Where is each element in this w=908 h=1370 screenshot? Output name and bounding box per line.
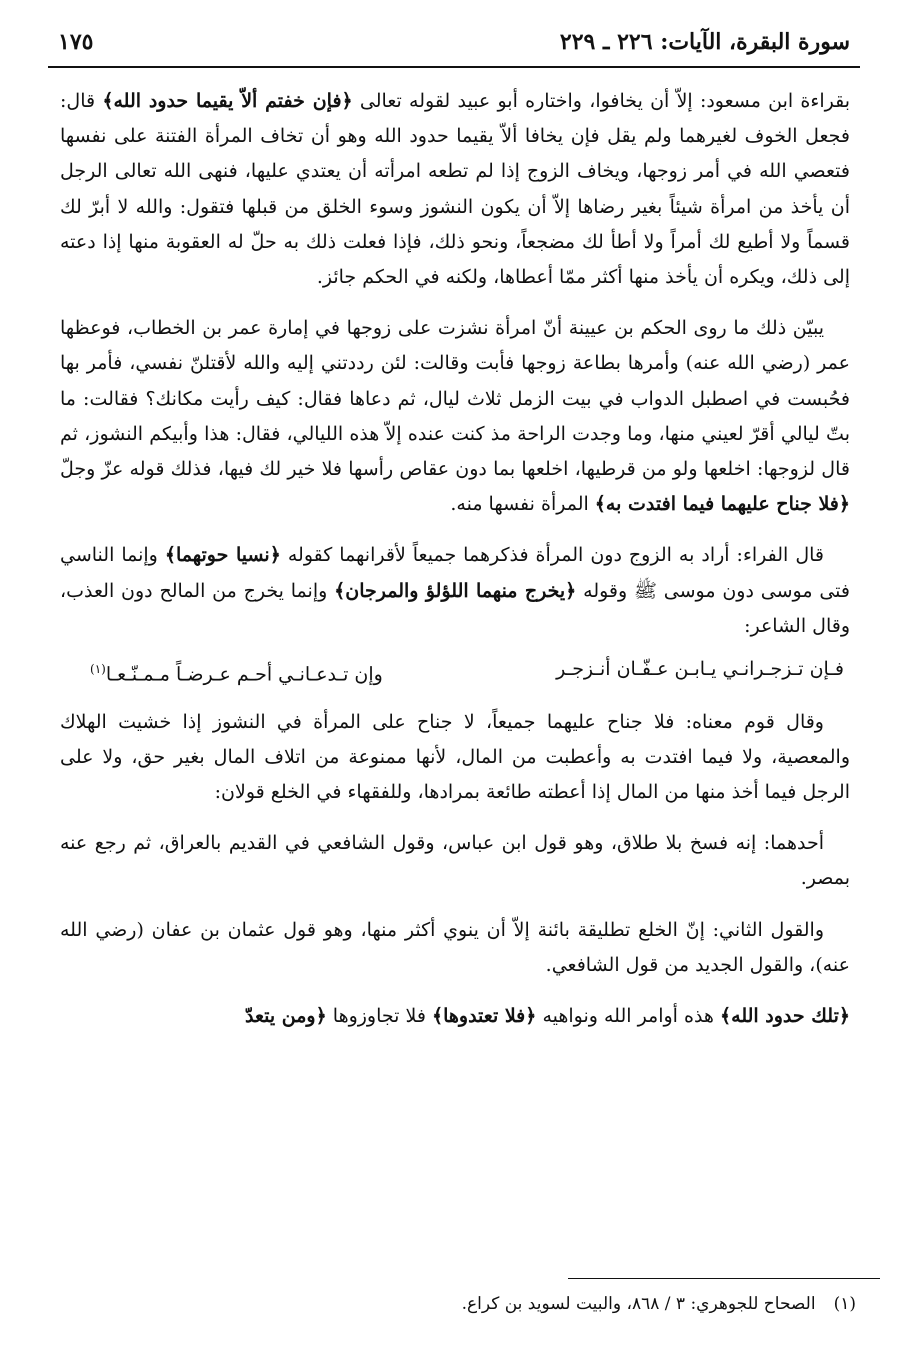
paragraph-1	[60, 84, 850, 295]
poem-verse	[60, 652, 850, 693]
quran-verse: ﴿فلا تعتدوها﴾	[431, 1005, 537, 1027]
text-span: وإن تـدعـانـي أحـم عـرضـاً مـمـنّـعـا	[105, 663, 383, 686]
page-header	[58, 22, 850, 62]
quran-verse: ﴿فإن خفتم ألاّ يقيما حدود الله﴾	[102, 90, 353, 112]
footnote-reference: (١)	[90, 662, 106, 677]
quran-verse: ﴿نسيا حوتهما﴾	[164, 544, 281, 567]
header-divider	[48, 66, 860, 68]
text-span: هذه أوامر الله ونواهيه	[536, 1005, 720, 1027]
paragraph-5: أحدهما: إنه فسخ بلا طلاق، وهو قول ابن عباس، وقول الشافعي في القديم بالعراق، ثم رجع عنه بمصر.	[60, 832, 850, 890]
quran-verse: ﴿ومن يتعدّ	[245, 1005, 327, 1027]
paragraph-6: والقول الثاني: إنّ الخلع تطليقة بائنة إلاّ أن ينوي أكثر منها، وهو قول عثمان بن عفان (رضي الله عنه)، والقول الجديد من قول الشافعي.	[60, 918, 850, 976]
paragraph-7	[60, 999, 850, 1034]
poem-first-hemistich: فـإن تـزجـرانـي يـابـن عـفّـان أنـزجـر	[556, 658, 844, 681]
quran-verse: ﴿فلا جناح عليهما فيما افتدت به﴾	[594, 493, 850, 516]
paragraph-2	[60, 311, 850, 522]
text-span: فلا تجاوزوها	[326, 1005, 432, 1027]
text-span: المرأة نفسها منه.	[450, 493, 595, 516]
footnotes	[60, 1290, 856, 1318]
quran-verse: ﴿تلك حدود الله﴾	[720, 1005, 850, 1027]
text-span: قال: فجعل الخوف لغيرهما ولم يقل فإن يخافا ألاّ يقيما حدود الله وهو أن تخاف المرأة الفتنة على نفسها فتعصي الله في أمر زوجها، ويخاف الزوج إذا لم تطعه امرأته أن يعتدي عليها، فنهى الله تعالى الرجل أن يأخذ من امرأة شيئاً بغير رضاها إلاّ أن يكون النشوز وسوء الخلق من قبلها فتقول: والله لا أبرّ لك قسماً ولا أطيع لك أمراً ولا أطأ لك مضجعاً، ونحو ذلك، فإذا فعلت ذلك به حلّ له العقوبة منها إذا دعته إلى ذلك، ويكره أن يأخذ منها أكثر ممّا أعطاها، ولكنه في الحكم جائز.	[60, 90, 850, 289]
footnote	[60, 1290, 856, 1318]
quran-verse: ﴿يخرج منهما اللؤلؤ والمرجان﴾	[334, 579, 577, 602]
poem-second-hemistich	[90, 652, 383, 693]
footnote-text: الصحاح للجوهري: ٣ / ٨٦٨، والبيت لسويد بن كراع.	[461, 1294, 816, 1314]
text-span: يبيّن ذلك ما روى الحكم بن عيينة أنّ امرأة نشزت على زوجها في إمارة عمر بن الخطاب، فوعظها عمر (رضي الله عنه) وأمرها بطاعة زوجها فأبت وقالت: لئن رددتني إليه والله لأقتلنّ نفسي، فأمر بها فحُبست في اصطبل الدواب في بيت الزمل ثلاث ليال، ثم دعاها فقال: كيف رأيت مكانك؟ فقالت: ما بتّ ليالي أقرّ لعيني منها، وما وجدت الراحة مذ كنت عنده إلاّ هذه الليالي، فقال: هذا وأبيكم النشوز، ثم قال لزوجها: اخلعها ولو من قرطيها، اخلعها بما دون عقاص رأسها فلا خير لك فيها، فذلك قوله عزّ وجلّ	[60, 317, 850, 481]
footnote-divider	[568, 1278, 880, 1279]
text-span: وإنما يخرج من المالح دون العذب، وقال الشاعر:	[60, 579, 850, 637]
text-span: وإنما الناسي فتى موسى دون موسى ﷺ وقوله	[60, 544, 850, 602]
running-title: سورة البقرة، الآيات: ٢٢٦ ـ ٢٢٩	[559, 29, 850, 55]
paragraph-4: وقال قوم معناه: فلا جناح عليهما جميعاً، لا جناح على المرأة في النشوز إذا خشيت الهلاك والمعصية، ولا فيما افتدت به وأعطبت من المال، لأنها ممنوعة من اتلاف المال بغير حق، ولا على الرجل فيما أخذ منها من المال إذا أعطته طائعة بمرادها، وللفقهاء في الخلع قولان:	[60, 710, 850, 803]
text-span: بقراءة ابن مسعود: إلاّ أن يخافوا، واختاره أبو عبيد لقوله تعالى	[352, 90, 850, 112]
paragraph-3	[60, 538, 850, 644]
text-span: قال الفراء: أراد به الزوج دون المرأة فذكرهما جميعاً لأقرانهما كقوله	[280, 544, 824, 567]
main-text	[60, 84, 850, 1050]
footnote-marker: (١)	[833, 1294, 856, 1314]
page-number: ١٧٥	[58, 29, 94, 55]
